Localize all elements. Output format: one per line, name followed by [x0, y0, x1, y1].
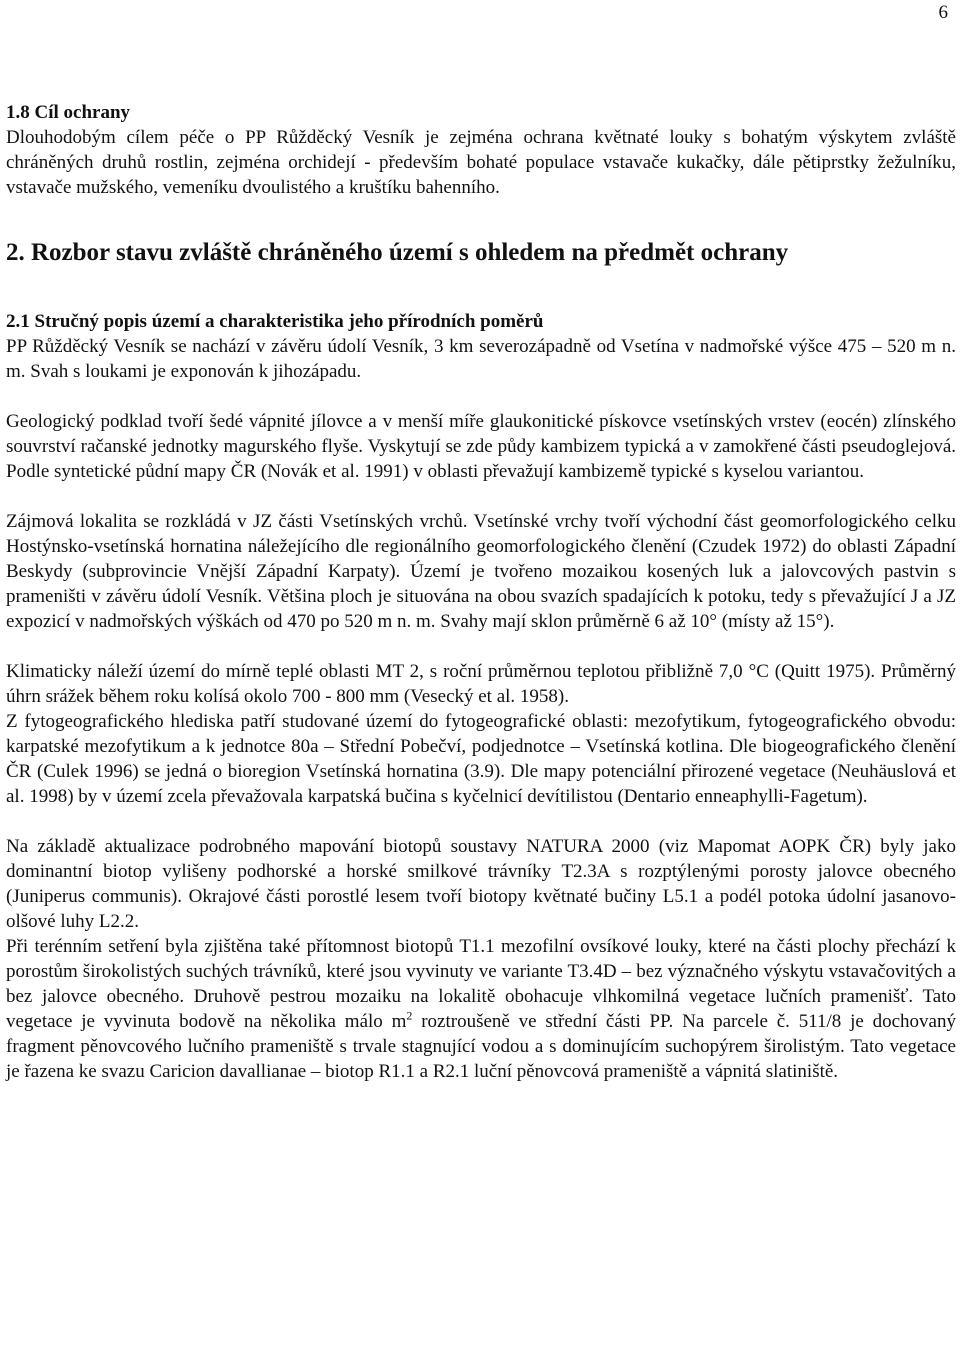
- paragraph-terenni-setreni: [6, 934, 956, 1084]
- paragraph-cil-ochrany: Dlouhodobým cílem péče o PP Růžděcký Vesník je zejména ochrana květnaté louky s bohatým výskytem zvláště chráněných druhů rostlin, zejména orchidejí - především bohaté populace vstavače kukačky, dále pětiprstky žežulníku, vstavače mužského, vemeníku dvoulistého a kruštíku bahenního.: [6, 127, 956, 198]
- text-segment: roztroušeně ve střední části PP. Na parcele č. 511/8 je dochovaný fragment pěnovcového lučního prameniště s trvale stagnující vodou a s dominujícím suchopýrem širolistým. Tato vegetace je řazena ke svazu: [6, 1011, 956, 1082]
- paragraph-fytogeografie: Z fytogeografického hlediska patří studované území do fytogeografické oblasti: mezofytikum, fytogeografického obvodu: karpatské mezofytikum a k jednotce 80a – Střední Pobečví, podjednotce – Vsetínská kotlina. Dle biogeografického členění ČR (Culek 1996) se jedná o bioregion Vsetínská hornatina (3.9). Dle mapy potenciální přirozené vegetace (Neuhäuslová et al. 1998) by v území zcela převažovala karpatská bučina s kyčelnicí devítilistou (Dentario enneaphylli-Fagetum).: [6, 711, 956, 807]
- page-number: 6: [938, 2, 948, 23]
- text-segment: – biotop R1.1 a R2.1 luční pěnovcová prameniště a vápnitá slatiniště.: [306, 1061, 839, 1082]
- paragraph-geologie: Geologický podklad tvoří šedé vápnité jílovce a v menší míře glaukonitické pískovce vsetínských vrstev (eocén) zlínského souvrství račanské jednotky magurského flyše. Vyskytují se zde půdy kambizem typická a v zamokřené části pseudoglejová. Podle syntetické půdní mapy ČR (Novák et al. 1991) v oblasti převažují kambizemě typické s kyselou variantou.: [6, 411, 956, 482]
- paragraph-poloha: PP Růžděcký Vesník se nachází v závěru údolí Vesník, 3 km severozápadně od Vsetína v nadmořské výšce 475 – 520 m n. m. Svah s loukami je exponován k jihozápadu.: [6, 336, 956, 382]
- paragraph-geomorfologie: Zájmová lokalita se rozkládá v JZ části Vsetínských vrchů. Vsetínské vrchy tvoří východní část geomorfologického celku Hostýnsko-vsetínská hornatina náležejícího dle regionálního geomorfologického členění (Czudek 1972) do oblasti Západní Beskydy (subprovincie Vnější Západní Karpaty). Území je tvořeno mozaikou kosených luk a jalovcových pastvin s prameništi v závěru údolí Vesník. Většina ploch je situována na obou svazích spadajících k potoku, tedy s převažující J a JZ expozicí v nadmořských výškách od 470 po 520 m n. m. Svahy mají sklon průměrně 6 až 10° (místy až 15°).: [6, 511, 956, 632]
- paragraph-klima: Klimaticky náleží území do mírně teplé oblasti MT 2, s roční průměrnou teplotou přibližně 7,0 °C (Quitt 1975). Průměrný úhrn srážek během roku kolísá okolo 700 - 800 mm (Vesecký et al. 1958).: [6, 661, 956, 707]
- paragraph-biotopy: Na základě aktualizace podrobného mapování biotopů soustavy NATURA 2000 (viz Mapomat AOPK ČR) byly jako dominantní biotop vylišeny podhorské a horské smilkové trávníky T2.3A s rozptýlenými porosty jalovce obecného (Juniperus communis). Okrajové části porostlé lesem tvoří biotopy květnaté bučiny L5.1 a podél potoka údolní jasanovo-olšové luhy L2.2.: [6, 836, 956, 932]
- document-body: [6, 100, 956, 1084]
- heading-strucny-popis: 2.1 Stručný popis území a charakteristika jeho přírodních poměrů: [6, 311, 544, 332]
- latin-name: Caricion davallianae: [149, 1061, 307, 1082]
- heading-cil-ochrany: 1.8 Cíl ochrany: [6, 102, 131, 123]
- superscript: 2: [406, 1008, 413, 1023]
- text-segment: Při terénním setření byla zjištěna také přítomnost biotopů T1.1 mezofilní ovsíkové louky, které na části plochy přechází k porostům širokolistých suchých trávníků, které jsou vyvinuty ve variante T3.4D – bez význačného výskytu vstavačovitých a bez jalovce obecného. Druhově pestrou mozaiku na lokalitě obohacuje vlhkomilná vegetace lučních pramenišť. Tato vegetace je vyvinuta bodově na několika málo m: [6, 936, 956, 1032]
- heading-rozbor-stavu: 2. Rozbor stavu zvláště chráněného území s ohledem na předmět ochrany: [6, 239, 789, 266]
